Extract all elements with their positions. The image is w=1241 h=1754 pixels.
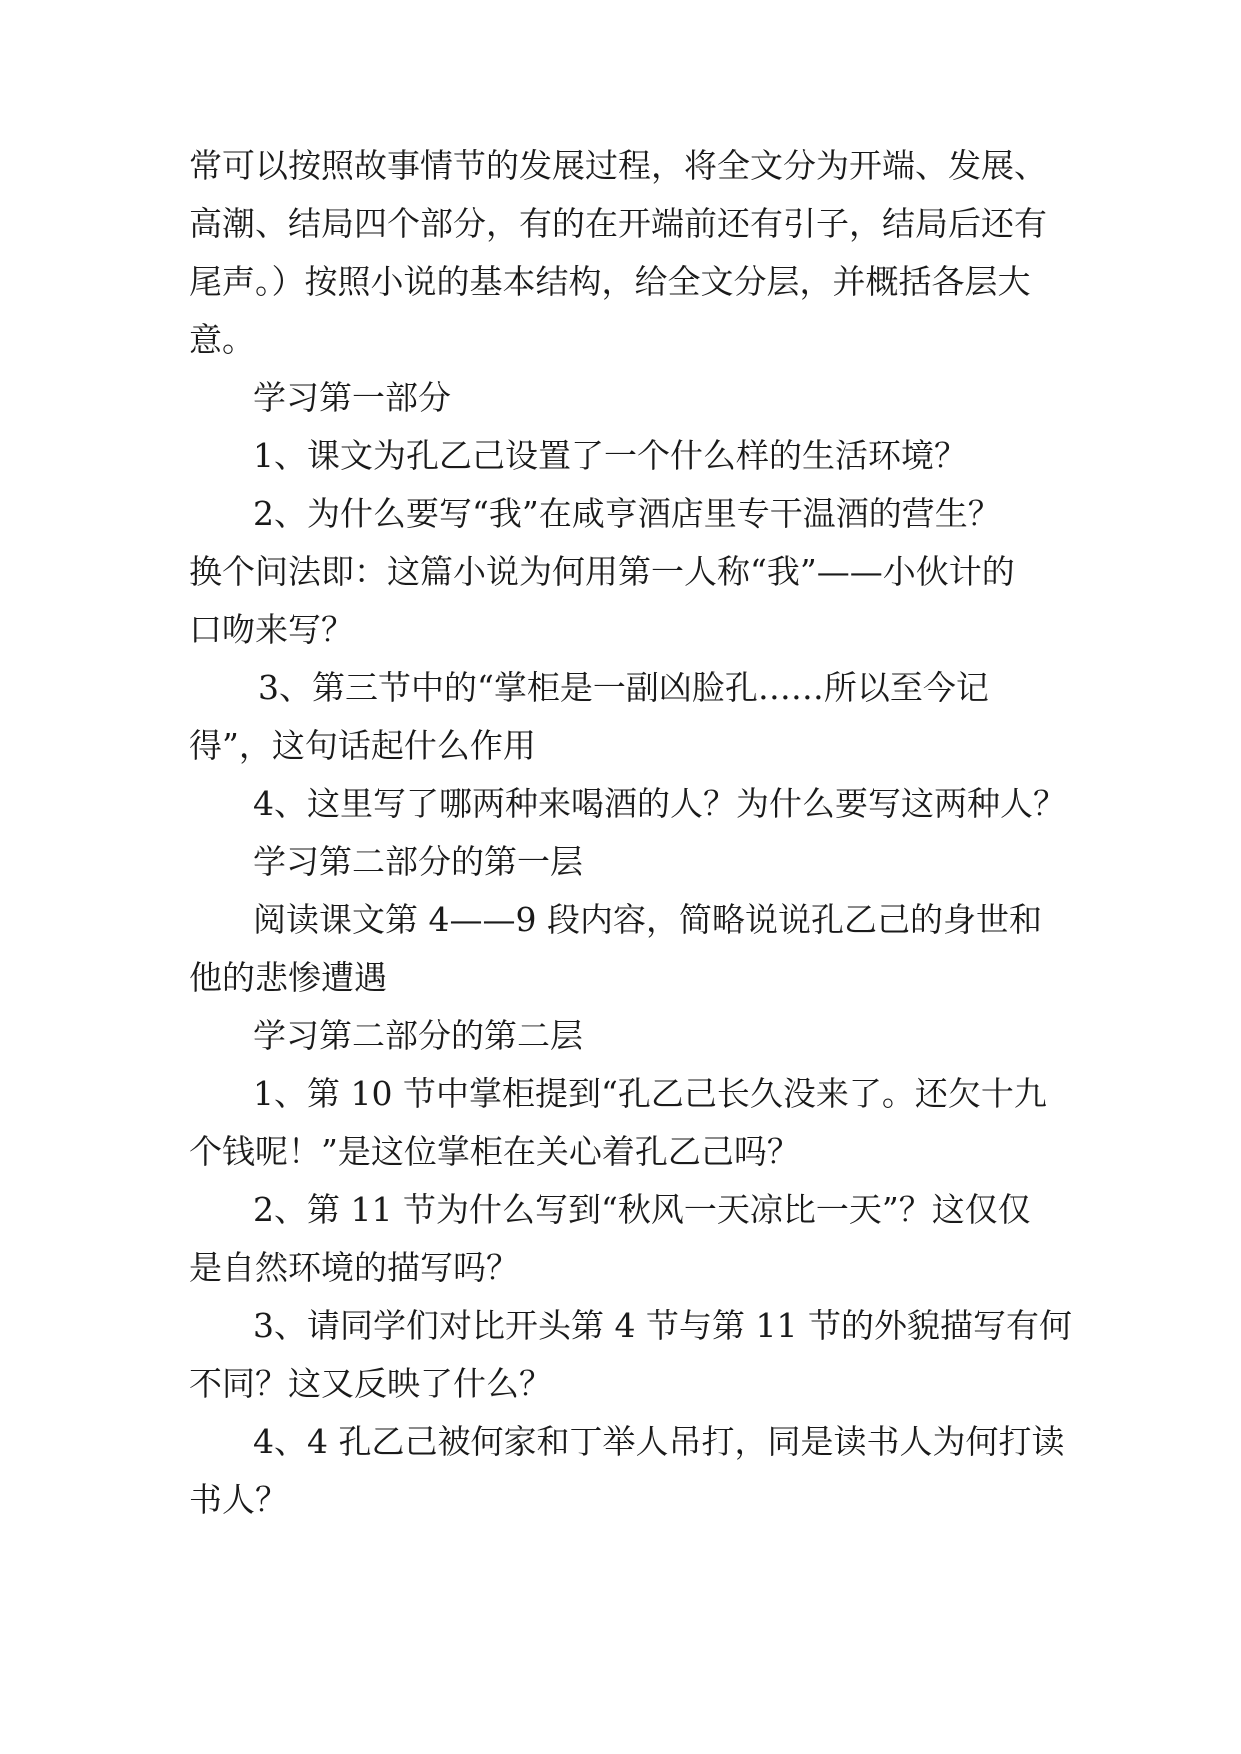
question-2-1-cont: 个钱呢！”是这位掌柜在关心着孔乙己吗？ xyxy=(189,1132,800,1171)
question-1-2-cont-1: 换个问法即：这篇小说为何用第一人称“我”——小伙计的 xyxy=(189,552,1015,591)
text-line-1: 常可以按照故事情节的发展过程，将全文分为开端、发展、 xyxy=(189,146,1047,185)
question-2-2-cont: 是自然环境的描写吗？ xyxy=(189,1248,519,1287)
reading-task: 阅读课文第 4——9 段内容，简略说说孔乙己的身世和 xyxy=(253,900,1042,939)
question-1-3-cont: 得”，这句话起什么作用 xyxy=(189,726,536,765)
question-1-4: 4、这里写了哪两种来喝酒的人？为什么要写这两种人？ xyxy=(253,784,1066,823)
question-2-2: 2、第 11 节为什么写到“秋风一天凉比一天”？这仅仅 xyxy=(253,1190,1031,1229)
section-heading-part-one: 学习第一部分 xyxy=(253,378,451,417)
question-1-2-cont-2: 口吻来写？ xyxy=(189,610,354,649)
text-line-2: 高潮、结局四个部分，有的在开端前还有引子，结局后还有 xyxy=(189,204,1047,243)
question-2-4: 4、4 孔乙己被何家和丁举人吊打，同是读书人为何打读 xyxy=(253,1422,1065,1461)
reading-task-cont: 他的悲惨遭遇 xyxy=(189,958,387,997)
section-heading-part-two-layer-one: 学习第二部分的第一层 xyxy=(253,842,583,881)
question-2-1: 1、第 10 节中掌柜提到“孔乙己长久没来了。还欠十九 xyxy=(253,1074,1047,1113)
question-1-2: 2、为什么要写“我”在咸亨酒店里专干温酒的营生？ xyxy=(253,494,1001,533)
question-1-1: 1、课文为孔乙己设置了一个什么样的生活环境？ xyxy=(253,436,967,475)
question-2-3-cont: 不同？这又反映了什么？ xyxy=(189,1364,552,1403)
question-1-3: 3、第三节中的“掌柜是一副凶脸孔……所以至今记 xyxy=(258,668,989,707)
question-2-3: 3、请同学们对比开头第 4 节与第 11 节的外貌描写有何 xyxy=(253,1306,1072,1345)
text-line-4: 意。 xyxy=(189,320,255,359)
question-2-4-cont: 书人？ xyxy=(189,1480,288,1519)
section-heading-part-two-layer-two: 学习第二部分的第二层 xyxy=(253,1016,583,1055)
text-line-3: 尾声。）按照小说的基本结构，给全文分层，并概括各层大 xyxy=(189,262,1031,301)
